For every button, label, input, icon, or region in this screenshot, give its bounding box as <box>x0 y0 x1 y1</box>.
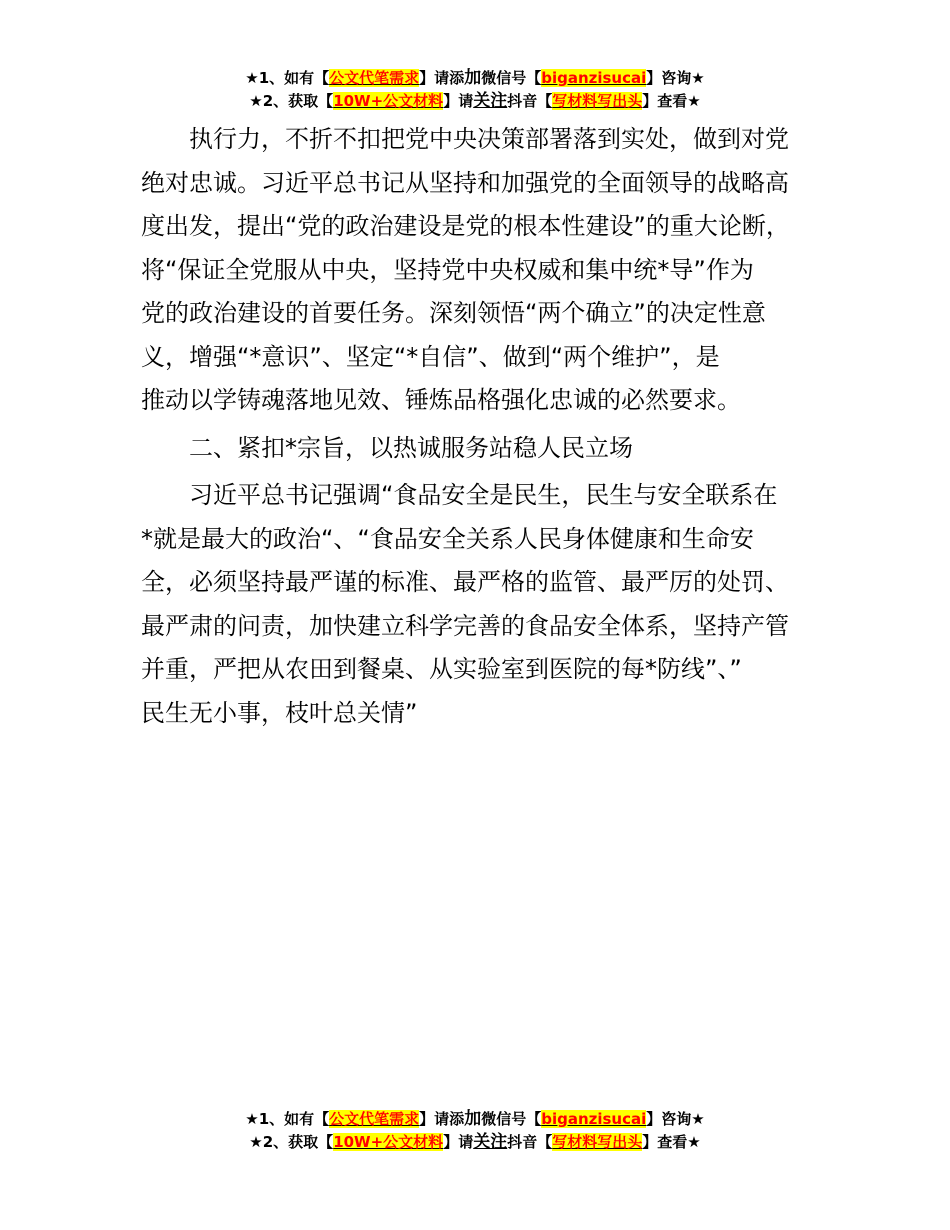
banner-line-1 <box>0 1108 950 1131</box>
banner-highlight-materials: 10W+公文材料 <box>333 1133 444 1151</box>
banner-highlight-service: 公文代笔需求 <box>329 1110 420 1128</box>
banner-line-1 <box>0 67 950 90</box>
banner-text: 】请 <box>443 92 474 110</box>
text-line: 执行力，不折不扣把党中央决策部署落到实处，做到对党 <box>189 125 789 153</box>
banner-highlight-douyin: 写材料写出头 <box>552 1133 643 1151</box>
document-body <box>141 118 821 739</box>
banner-text: 】咨询★ <box>646 69 705 87</box>
banner-highlight-wechat: biganzisucai <box>541 1110 647 1128</box>
banner-text: ★2、获取【 <box>249 92 334 110</box>
text-line: *就是最大的政治“、“食品安全关系人民身体健康和生命安 <box>141 524 754 553</box>
banner-text: 微信号【 <box>481 1110 542 1128</box>
banner-text: 加 <box>464 68 482 88</box>
banner-text: 】请添 <box>419 69 465 87</box>
banner-text: 】查看★ <box>642 1133 701 1151</box>
text-line: 绝对忠诚。习近平总书记从坚持和加强党的全面领导的战略高 <box>141 168 789 197</box>
banner-text: ★2、获取【 <box>249 1133 334 1151</box>
text-line: 推动以学铸魂落地见效、锤炼品格强化忠诚的必然要求。 <box>141 386 741 414</box>
banner-text: 抖音【 <box>507 92 553 110</box>
banner-text: 关注 <box>473 91 508 111</box>
banner-highlight-materials: 10W+公文材料 <box>333 92 444 110</box>
banner-highlight-douyin: 写材料写出头 <box>552 92 643 110</box>
banner-text: 】请添 <box>419 1110 465 1128</box>
paragraph-1 <box>141 118 821 423</box>
text-line: 最严肃的问责，加快建立科学完善的食品安全体系，坚持产管 <box>141 611 789 640</box>
banner-text: 】咨询★ <box>646 1110 705 1128</box>
banner-text: 抖音【 <box>507 1133 553 1151</box>
banner-line-2 <box>0 1131 950 1154</box>
text-line: 义，增强“*意识”、坚定“*自信”、做到“两个维护”，是 <box>141 342 720 371</box>
section-heading-2 <box>141 427 821 471</box>
banner-text: 】请 <box>443 1133 474 1151</box>
text-line: 将“保证全党服从中央，坚持党中央权威和集中统*导”作为 <box>141 255 754 284</box>
text-line: 党的政治建设的首要任务。深刻领悟“两个确立”的决定性意 <box>141 299 766 327</box>
footer-banner <box>0 1108 950 1154</box>
banner-text: 关注 <box>473 1132 508 1152</box>
banner-text: 加 <box>464 1109 482 1129</box>
text-line: 民生无小事，枝叶总关情” <box>141 698 418 727</box>
text-line: 习近平总书记强调“食品安全是民生，民生与安全联系在 <box>189 481 778 509</box>
paragraph-2 <box>141 474 821 735</box>
banner-text: 】查看★ <box>642 92 701 110</box>
banner-highlight-wechat: biganzisucai <box>541 69 647 87</box>
text-line: 度出发，提出“党的政治建设是党的根本性建设”的重大论断， <box>141 212 790 240</box>
banner-text: 微信号【 <box>481 69 542 87</box>
header-banner <box>0 67 950 113</box>
text-line: 并重，严把从农田到餐桌、从实验室到医院的每*防线”、” <box>141 655 742 683</box>
banner-highlight-service: 公文代笔需求 <box>329 69 420 87</box>
banner-text: ★1、如有【 <box>245 1110 330 1128</box>
banner-line-2 <box>0 90 950 113</box>
banner-text: ★1、如有【 <box>245 69 330 87</box>
text-line: 全，必须坚持最严谨的标准、最严格的监管、最严厉的处罚、 <box>141 568 789 596</box>
heading-text: 二、紧扣*宗旨，以热诚服务站稳人民立场 <box>189 433 633 462</box>
